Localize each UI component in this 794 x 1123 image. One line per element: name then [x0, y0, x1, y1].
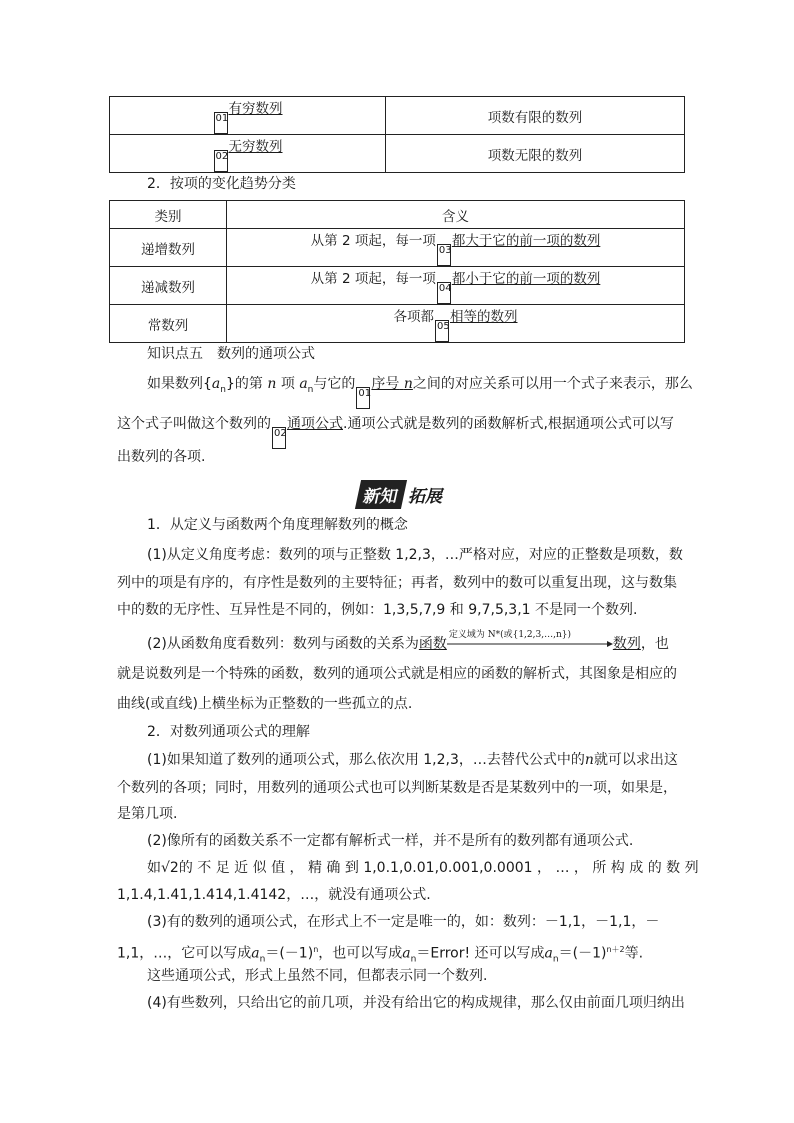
term-text: 有穷数列	[228, 101, 283, 117]
text: .通项公式就是数列的函数解析式,根据通项公式可以写	[343, 416, 674, 432]
text: 函数	[418, 636, 447, 652]
table-cell	[110, 135, 386, 173]
text: ＝Error! 还可以写成	[416, 945, 545, 962]
answer-text: 都小于它的前一项的数列	[451, 271, 601, 287]
answer-box: 05	[435, 320, 449, 342]
ext-line: 列中的项是有序的，有序性是数列的主要特征；再者，数列中的数可以重复出现，这与数集	[117, 575, 677, 591]
table-row	[110, 97, 685, 135]
sub-n: n	[307, 384, 314, 395]
ext-line: 是第几项.	[117, 806, 178, 822]
var-n: n	[584, 752, 594, 768]
arrow-icon	[447, 640, 613, 648]
answer-box: 03	[437, 244, 451, 266]
ext-heading-1: 1．从定义与函数两个角度理解数列的概念	[147, 517, 408, 533]
banner-badge: 新知	[355, 480, 407, 509]
mapping-arrow	[447, 630, 613, 652]
answer-text: 都大于它的前一项的数列	[451, 233, 601, 249]
ext-line: (4)有些数列，只给出它的前几项，并没有给出它的构成规律，那么仅由前面几项归纳出	[147, 995, 685, 1011]
cell-text: 从第 2 项起，每一项	[310, 271, 436, 287]
var-a: a	[211, 376, 221, 392]
sub-n: n	[410, 954, 417, 965]
var-n: n	[403, 376, 413, 392]
kp5-title: 知识点五 数列的通项公式	[147, 346, 315, 362]
sub-n: n	[259, 954, 266, 965]
sqrt-two: √2	[161, 860, 179, 876]
var-a: a	[251, 945, 260, 962]
table-header-row	[110, 201, 685, 229]
text: ，也可以写成	[318, 945, 403, 962]
table-row	[110, 229, 685, 267]
text: 就可以求出这	[593, 752, 678, 768]
table-cell: 项数无限的数列	[386, 135, 685, 173]
sub-n: n	[552, 954, 559, 965]
kp5-para-line2	[117, 414, 682, 449]
ext-line: 这些通项公式，形式上虽然不同，但都表示同一个数列.	[147, 968, 488, 984]
text: ＝(－1)	[265, 945, 314, 962]
var-a: a	[402, 945, 411, 962]
table-trend	[109, 200, 685, 343]
answer-text: 相等的数列	[450, 309, 518, 325]
answer-text	[371, 376, 412, 392]
var-a: a	[299, 376, 308, 392]
table-cell	[227, 267, 685, 305]
term-text: 无穷数列	[228, 139, 283, 155]
ext-line	[147, 858, 712, 878]
table-cell: 项数有限的数列	[386, 97, 685, 135]
ext-line-function	[147, 630, 712, 654]
exponent: n＋2	[606, 945, 625, 954]
ext-line: 1,1.4,1.41,1.414,1.4142，…，就没有通项公式.	[117, 887, 431, 903]
text: }的第	[226, 376, 263, 392]
column-header: 类别	[110, 201, 227, 229]
table-cell	[110, 97, 386, 135]
answer-box: 02	[214, 150, 228, 172]
text: 这个式子叫做这个数列的	[117, 416, 271, 432]
table-row	[110, 267, 685, 305]
ext-line: 曲线(或直线)上横坐标为正整数的一些孤立的点.	[117, 696, 413, 712]
text: 的 不 足 近 似 值 ， 精 确 到 1,0.1,0.01,0.001,0.0001 ， … ， 所 构 成 的 数 列	[178, 860, 699, 876]
text: 如	[147, 860, 161, 876]
kp5-para-line1	[147, 374, 712, 409]
ext-heading-2: 2．对数列通项公式的理解	[147, 724, 310, 740]
ext-line: 个数列的各项；同时，用数列的通项公式也可以判断某数是否是某数列中的一项，如果是，	[117, 780, 677, 796]
column-header: 含义	[227, 201, 685, 229]
text: 1,1，…，它可以写成	[117, 945, 252, 962]
text: 之间的对应关系可以用一个式子来表示，那么	[412, 376, 693, 392]
section-heading: 2．按项的变化趋势分类	[147, 176, 296, 192]
table-row	[110, 135, 685, 173]
banner-new-extension	[358, 480, 442, 509]
ext-line: 中的数的无序性、互异性是不同的，例如：1,3,5,7,9 和 9,7,5,3,1 不是同一个数列.	[117, 602, 638, 618]
text: 与它的	[313, 376, 356, 392]
table-cell: 递减数列	[110, 267, 227, 305]
var-a: a	[544, 945, 553, 962]
cell-text: 从第 2 项起，每一项	[310, 233, 436, 249]
answer-box: 01	[356, 387, 370, 409]
text: 数列	[612, 636, 641, 652]
arrow-label: 定义域为 N*(或{1,2,3,…,n})	[448, 630, 571, 640]
text: (1)如果知道了数列的通项公式，那么依次用 1,2,3，…去替代公式中的	[147, 752, 585, 768]
table-cell: 递增数列	[110, 229, 227, 267]
table-cell	[227, 229, 685, 267]
kp5-para-line3: 出数列的各项.	[117, 449, 206, 465]
text: ＝(－1)	[558, 945, 607, 962]
answer-box: 04	[437, 282, 451, 304]
text: 序号	[371, 376, 400, 392]
var-n: n	[267, 376, 277, 392]
ext-line: (1)从定义角度考虑：数列的项与正整数 1,2,3，…严格对应，对应的正整数是项数，数	[147, 547, 683, 563]
table-cell: 常数列	[110, 305, 227, 343]
ext-line	[147, 750, 712, 770]
answer-box: 02	[272, 427, 286, 449]
text: ，也	[640, 636, 669, 652]
answer-text: 通项公式	[287, 416, 343, 432]
text: 等.	[624, 945, 644, 962]
table-row	[110, 305, 685, 343]
table-finite-infinite	[109, 96, 685, 173]
ext-line: 就是说数列是一个特殊的函数，数列的通项公式就是相应的函数的解析式，其图象是相应的	[117, 666, 677, 682]
cell-text: 各项都	[393, 309, 434, 325]
banner-text: 拓展	[408, 487, 442, 507]
ext-line: (3)有的数列的通项公式，在形式上不一定是唯一的，如：数列：－1,1，－1,1，－	[147, 914, 660, 930]
text: 如果数列{	[147, 376, 212, 392]
answer-box: 01	[214, 112, 228, 134]
table-cell	[227, 305, 685, 343]
sub-n: n	[220, 384, 226, 395]
ext-line: (2)像所有的函数关系不一定都有解析式一样，并不是所有的数列都有通项公式.	[147, 833, 634, 849]
exponent-n: n	[313, 945, 319, 954]
text: 项	[280, 376, 295, 392]
text: (2)从函数角度看数列：数列与函数的关系为	[147, 636, 419, 652]
